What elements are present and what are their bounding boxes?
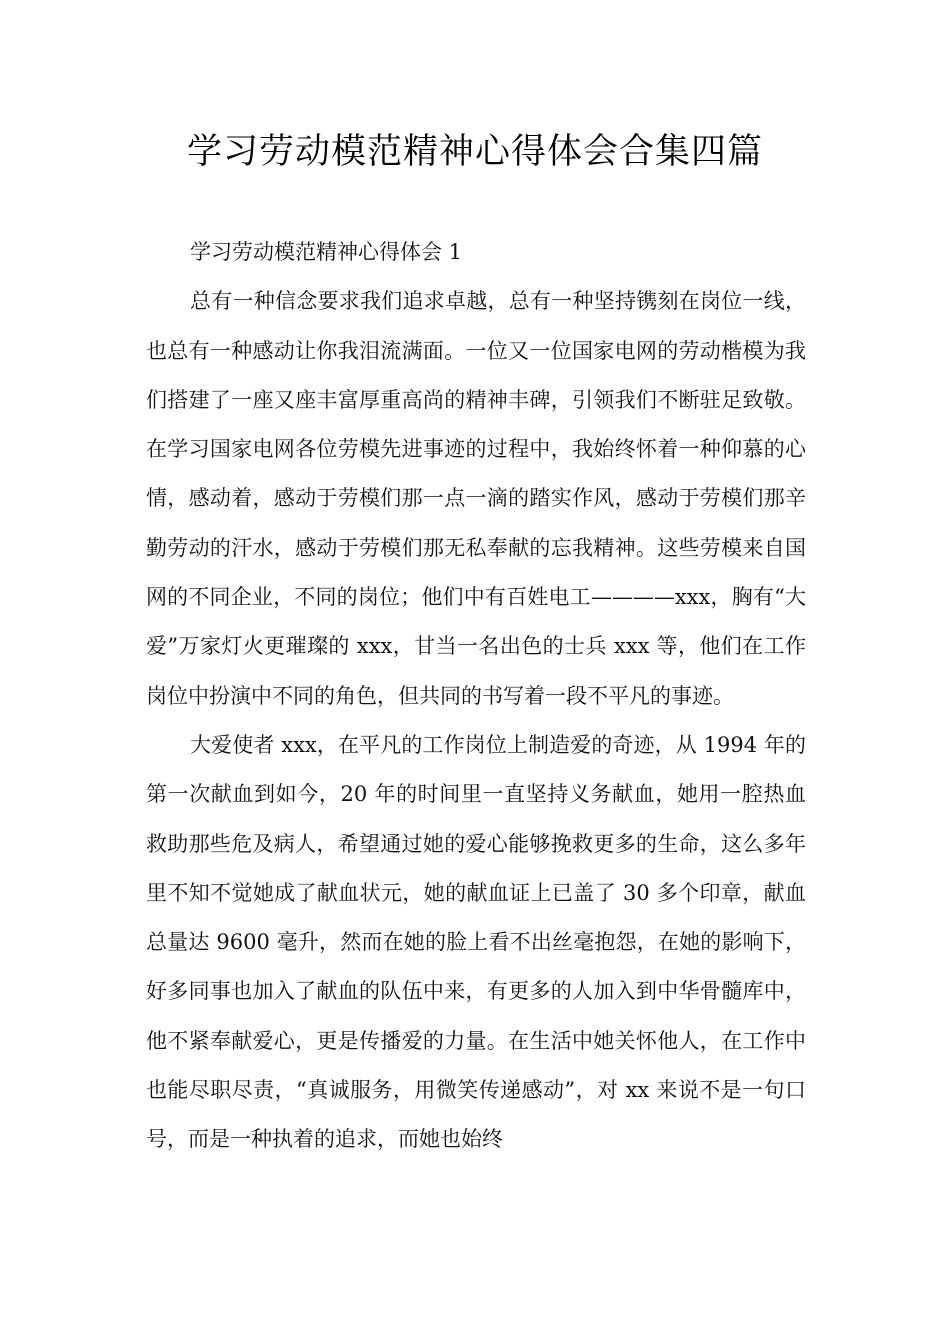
document-body xyxy=(146,228,806,1165)
document-title: 学习劳动模范精神心得体会合集四篇 xyxy=(186,132,763,172)
paragraph: 总有一种信念要求我们追求卓越，总有一种坚持镌刻在岗位一线，也总有一种感动让你我泪流满面。一位又一位国家电网的劳动楷模为我们搭建了一座又座丰富厚重高尚的精神丰碑，引领我们不断驻足致敬。在学习国家电网各位劳模先进事迹的过程中，我始终怀着一种仰慕的心情，感动着，感动于劳模们那一点一滴的踏实作风，感动于劳模们那辛勤劳动的汗水，感动于劳模们那无私奉献的忘我精神。这些劳模来自国网的不同企业，不同的岗位；他们中有百姓电工————xxx，胸有“大爱”万家灯火更璀璨的 xxx，甘当一名出色的士兵 xxx 等，他们在工作岗位中扮演中不同的角色，但共同的书写着一段不平凡的事迹。 xyxy=(146,289,806,708)
paragraph: 大爱使者 xxx，在平凡的工作岗位上制造爱的奇迹，从 1994 年的第一次献血到如今，20 年的时间里一直坚持义务献血，她用一腔热血救助那些危及病人，希望通过她的爱心能够挽救更多的生命，这么多年里不知不觉她成了献血状元，她的献血证上已盖了 30 多个印章，献血总量达 9600 毫升，然而在她的脸上看不出丝毫抱怨，在她的影响下，好多同事也加入了献血的队伍中来，有更多的人加入到中华骨髓库中，他不紧奉献爱心，更是传播爱的力量。在生活中她关怀他人，在工作中也能尽职尽责，“真诚服务，用微笑传递感动”，对 xx 来说不是一句口号，而是一种执着的追求，而她也始终 xyxy=(146,732,806,1152)
section-heading: 学习劳动模范精神心得体会 1 xyxy=(190,240,463,264)
